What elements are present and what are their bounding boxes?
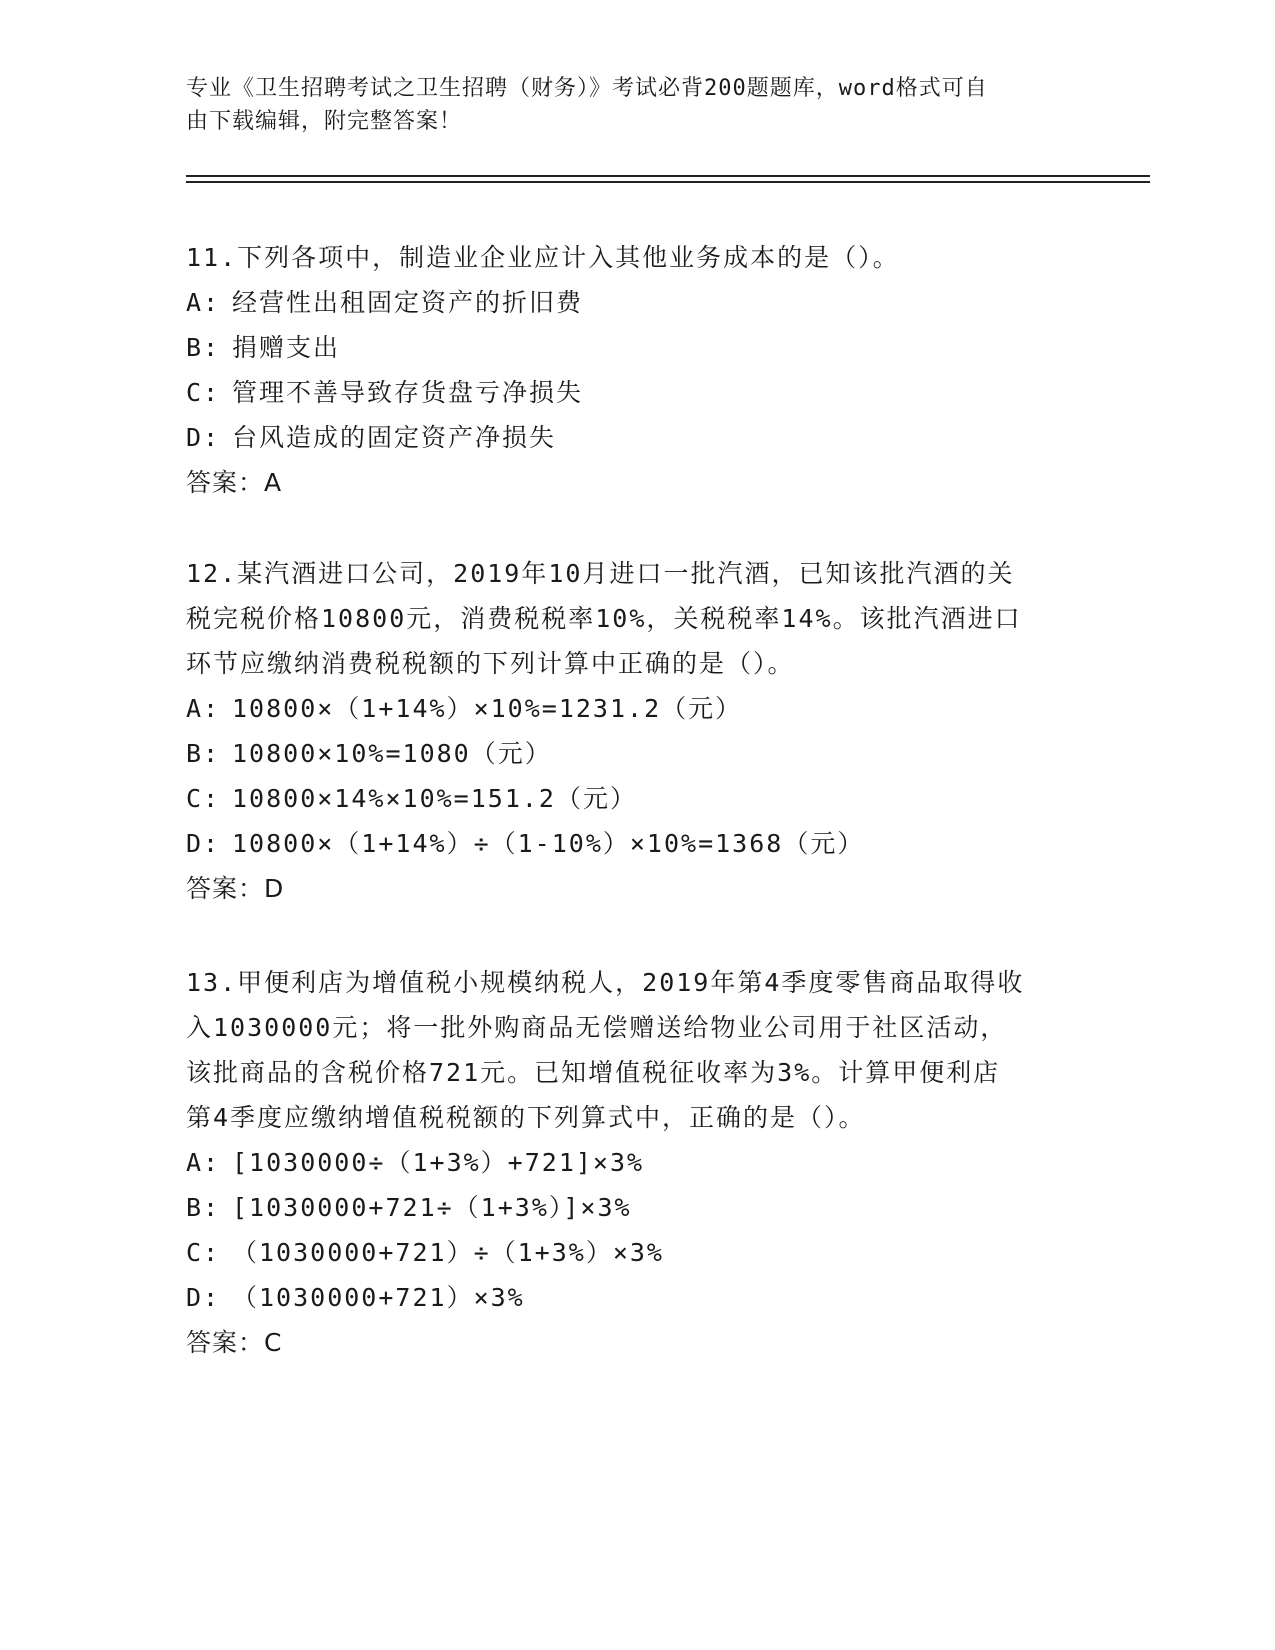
option-text: （1030000+721）÷（1+3%）×3% — [232, 1238, 664, 1267]
option-a — [186, 1140, 1086, 1185]
answer-line: 答案：C — [186, 1328, 283, 1357]
question-text-line: 该批商品的含税价格721元。已知增值税征收率为3%。计算甲便利店 — [186, 1058, 1001, 1087]
option-letter: A: — [186, 694, 221, 723]
option-text: [1030000+721÷（1+3%）]×3% — [232, 1193, 632, 1222]
option-text: 经营性出租固定资产的折旧费 — [232, 288, 584, 317]
option-letter: D: — [186, 1283, 221, 1312]
option-letter: D: — [186, 829, 221, 858]
option-text: 10800×（1+14%）÷（1-10%）×10%=1368（元） — [232, 829, 865, 858]
option-letter: A: — [186, 1148, 221, 1177]
option-text: 台风造成的固定资产净损失 — [232, 423, 557, 452]
question-text-line: 第4季度应缴纳增值税税额的下列算式中，正确的是（）。 — [186, 1103, 866, 1132]
option-a — [186, 686, 1086, 731]
option-letter: B: — [186, 1193, 221, 1222]
option-c — [186, 1230, 1086, 1275]
header-line-2: 由下载编辑，附完整答案！ — [186, 109, 463, 134]
answer-line: 答案：A — [186, 468, 283, 497]
option-text: （1030000+721）×3% — [232, 1283, 525, 1312]
header-divider-top — [186, 175, 1150, 177]
option-a — [186, 280, 1086, 325]
question-text-line: 税完税价格10800元，消费税税率10%，关税税率14%。该批汽酒进口 — [186, 604, 1022, 633]
option-d — [186, 821, 1086, 866]
question-text-line: 13.甲便利店为增值税小规模纳税人，2019年第4季度零售商品取得收 — [186, 968, 1025, 997]
option-letter: C: — [186, 378, 221, 407]
option-b — [186, 731, 1086, 776]
question-12 — [186, 551, 1086, 911]
option-b — [186, 1185, 1086, 1230]
option-d — [186, 1275, 1086, 1320]
header-divider-bottom — [186, 181, 1150, 183]
option-d — [186, 415, 1086, 460]
option-text: 10800×14%×10%=151.2（元） — [232, 784, 637, 813]
option-letter: B: — [186, 333, 221, 362]
option-text: [1030000÷（1+3%）+721]×3% — [232, 1148, 645, 1177]
option-letter: C: — [186, 1238, 221, 1267]
option-letter: A: — [186, 288, 221, 317]
question-text-line: 12.某汽酒进口公司，2019年10月进口一批汽酒，已知该批汽酒的关 — [186, 559, 1015, 588]
option-letter: D: — [186, 423, 221, 452]
option-letter: C: — [186, 784, 221, 813]
option-b — [186, 325, 1086, 370]
option-c — [186, 370, 1086, 415]
option-letter: B: — [186, 739, 221, 768]
option-text: 10800×（1+14%）×10%=1231.2（元） — [232, 694, 743, 723]
header-line-1: 专业《卫生招聘考试之卫生招聘（财务）》考试必背200题题库，word格式可自 — [186, 76, 988, 101]
option-c — [186, 776, 1086, 821]
question-13 — [186, 960, 1086, 1365]
option-text: 10800×10%=1080（元） — [232, 739, 552, 768]
option-text: 捐赠支出 — [232, 333, 341, 362]
answer-line: 答案：D — [186, 874, 285, 903]
question-text-line: 11.下列各项中，制造业企业应计入其他业务成本的是（）。 — [186, 243, 900, 272]
question-text-line: 环节应缴纳消费税税额的下列计算中正确的是（）。 — [186, 649, 795, 678]
question-11 — [186, 235, 1086, 505]
option-text: 管理不善导致存货盘亏净损失 — [232, 378, 584, 407]
document-header — [186, 72, 1066, 138]
question-text-line: 入1030000元；将一批外购商品无偿赠送给物业公司用于社区活动， — [186, 1013, 1008, 1042]
